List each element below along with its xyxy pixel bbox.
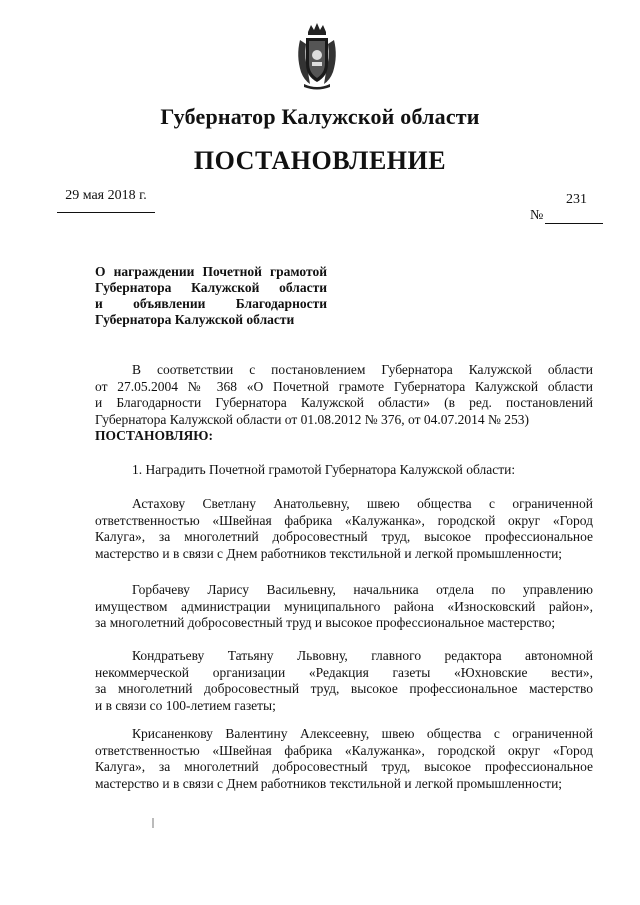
awardee-line: некоммерческой организации «Редакция газеты «Юхновские вести»,	[95, 664, 593, 680]
awardee-line: Кондратьеву Татьяну Львовну, главного редактора автономной	[132, 648, 593, 663]
preamble-line: В соответствии с постановлением Губернатора Калужской области	[132, 362, 593, 377]
awardee-paragraph	[95, 648, 593, 714]
awardee-line: Калуга», за многолетний добросовестный труд, высокое профессиональное	[95, 759, 593, 774]
awardee-line: и в связи со 100-летием газеты;	[95, 697, 276, 713]
awardee-paragraph	[95, 582, 593, 632]
awardee-paragraph	[95, 726, 593, 792]
awardee-paragraph	[95, 496, 593, 562]
number-label: №	[530, 208, 544, 223]
preamble-paragraph	[95, 362, 593, 445]
preamble-line: от 27.05.2004 № 368 «О Почетной грамоте Губернатора Калужской области	[95, 378, 593, 394]
item-1-heading	[95, 462, 593, 479]
awardee-line: мастерство и в связи с Днем работников текстильной и легкой промышленности;	[95, 545, 563, 561]
document-subject	[95, 264, 327, 328]
subject-line: Губернатора Калужской области	[95, 312, 295, 327]
document-number	[530, 208, 603, 224]
awardee-line: имуществом администрации муниципального района «Износковский район»,	[95, 598, 593, 614]
awardee-line: мастерство и в связи с Днем работников текстильной и легкой промышленности;	[95, 775, 563, 791]
awardee-line: Астахову Светлану Анатольевну, швею общества с ограниченной	[132, 496, 593, 511]
subject-line: Губернатора Калужской области	[95, 280, 327, 295]
date-value: 29 мая 2018 г.	[65, 188, 147, 203]
awardee-line: Крисаненкову Валентину Алексеевну, швею общества с ограниченной	[132, 726, 593, 741]
awardee-line: ответственностью «Швейная фабрика «Калужанка», городской округ «Город	[95, 512, 593, 528]
awardee-line: за многолетний добросовестный труд и высокое профессиональное мастерство;	[95, 615, 556, 630]
item-1-text: 1. Наградить Почетной грамотой Губернатора Калужской области:	[132, 462, 516, 477]
subject-line: и объявлении Благодарности	[95, 296, 327, 311]
date-underline	[57, 212, 155, 213]
awardee-line: Горбачеву Ларису Васильевну, начальника отдела по управлению	[132, 582, 593, 597]
scan-mark	[152, 818, 154, 828]
number-underline	[545, 211, 603, 224]
awardee-line: Калуга», за многолетний добросовестный труд, высокое профессиональное	[95, 529, 593, 544]
document-type-title: ПОСТАНОВЛЕНИЕ	[193, 146, 447, 175]
preamble-line: и Благодарности Губернатора Калужской области» (в ред. постановлений	[95, 395, 593, 410]
decree-word: ПОСТАНОВЛЯЮ:	[95, 428, 213, 443]
awardee-line: за многолетний добросовестный труд, высокое профессиональное мастерство	[95, 681, 593, 696]
coat-of-arms-icon	[294, 22, 340, 90]
governor-heading: Губернатор Калужской области	[160, 104, 480, 129]
document-number-value: 231	[566, 192, 587, 207]
awardee-line: ответственностью «Швейная фабрика «Калужанка», городской округ «Город	[95, 742, 593, 758]
preamble-line: Губернатора Калужской области от 01.08.2012 № 376, от 04.07.2014 № 253)	[95, 411, 529, 427]
subject-line: О награждении Почетной грамотой	[95, 264, 327, 279]
document-date	[57, 188, 155, 213]
